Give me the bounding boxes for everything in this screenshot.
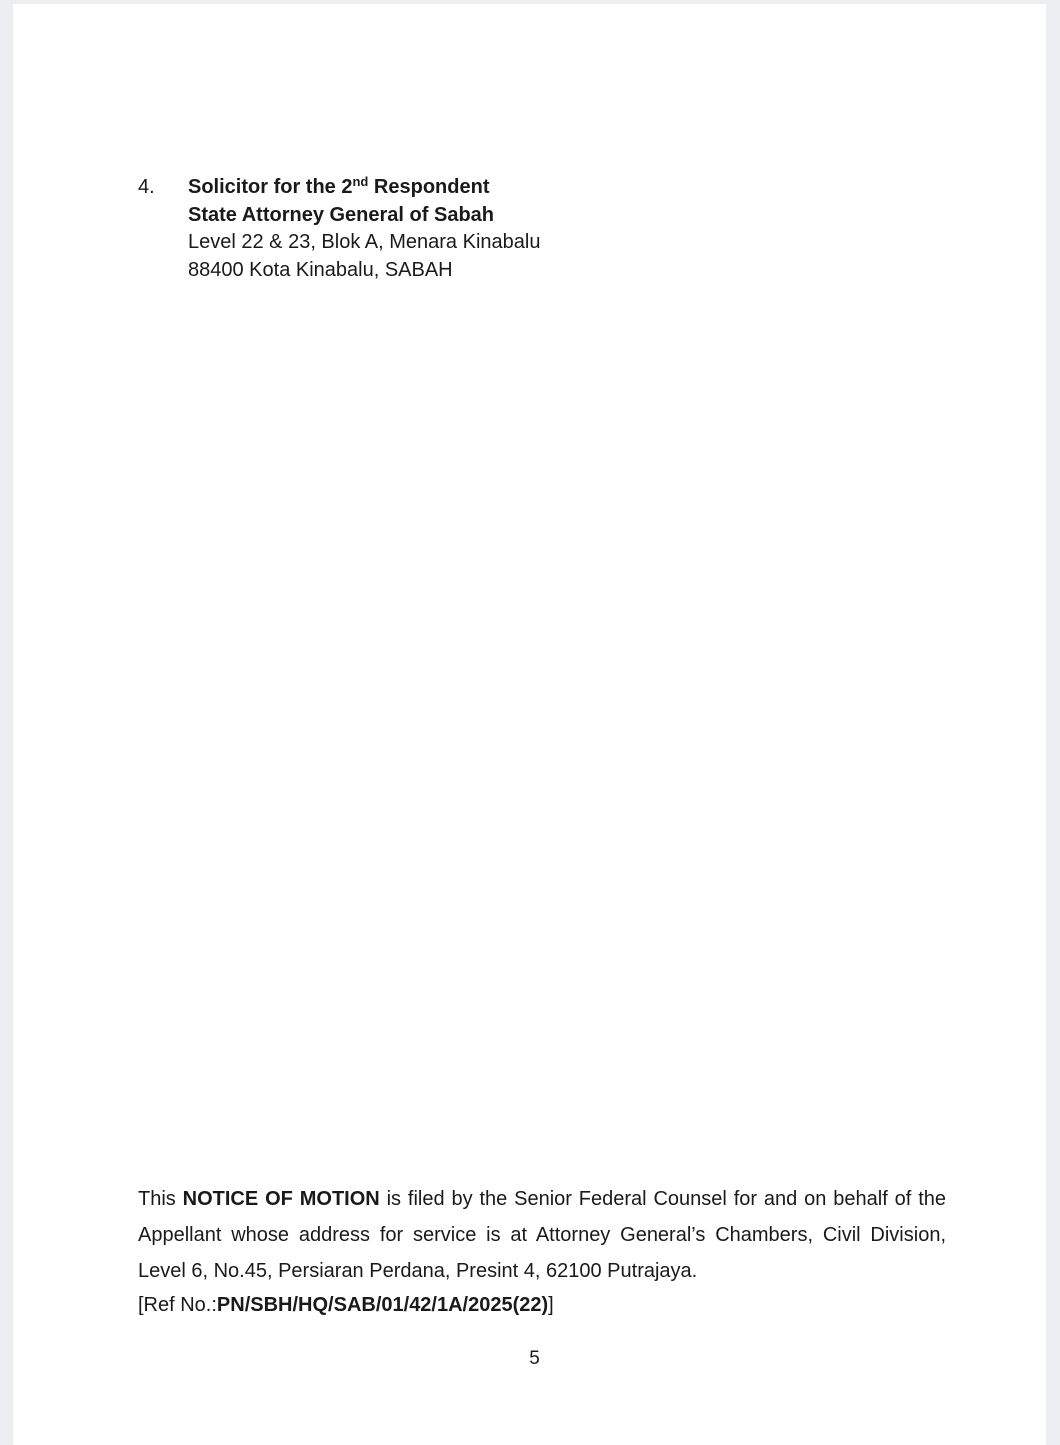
entry-body bbox=[188, 174, 540, 284]
reference-close: ] bbox=[548, 1294, 554, 1316]
reference-open: [Ref No.: bbox=[138, 1294, 217, 1316]
filing-statement-title: NOTICE OF MOTION bbox=[182, 1188, 380, 1210]
entry-heading-prefix: Solicitor for the 2 bbox=[188, 176, 353, 198]
filing-statement bbox=[138, 1181, 946, 1289]
filing-statement-rest: is filed by the Senior Federal Counsel for and on behalf of the Appellant whose address for service is at Attorney General’s Chambers, Civil Division, Level 6, No.45, Persiaran Perdana, Presint 4, 62100 Putrajaya. bbox=[138, 1188, 946, 1282]
page-number: 5 bbox=[529, 1348, 540, 1369]
entry-heading bbox=[188, 174, 540, 202]
entry-address-line-1: Level 22 & 23, Blok A, Menara Kinabalu bbox=[188, 231, 541, 253]
reference-value: PN/SBH/HQ/SAB/01/42/1A/2025(22) bbox=[216, 1294, 549, 1316]
entry-address-line-2: 88400 Kota Kinabalu, SABAH bbox=[188, 258, 453, 281]
filing-statement-start: This bbox=[138, 1188, 183, 1210]
reference-number bbox=[138, 1290, 554, 1320]
entry-heading-ordinal: nd bbox=[352, 174, 369, 189]
entry-heading-suffix: Respondent bbox=[368, 176, 490, 198]
entry-name: State Attorney General of Sabah bbox=[188, 203, 494, 226]
document-page bbox=[13, 4, 1046, 1445]
entry-number: 4. bbox=[138, 176, 155, 198]
